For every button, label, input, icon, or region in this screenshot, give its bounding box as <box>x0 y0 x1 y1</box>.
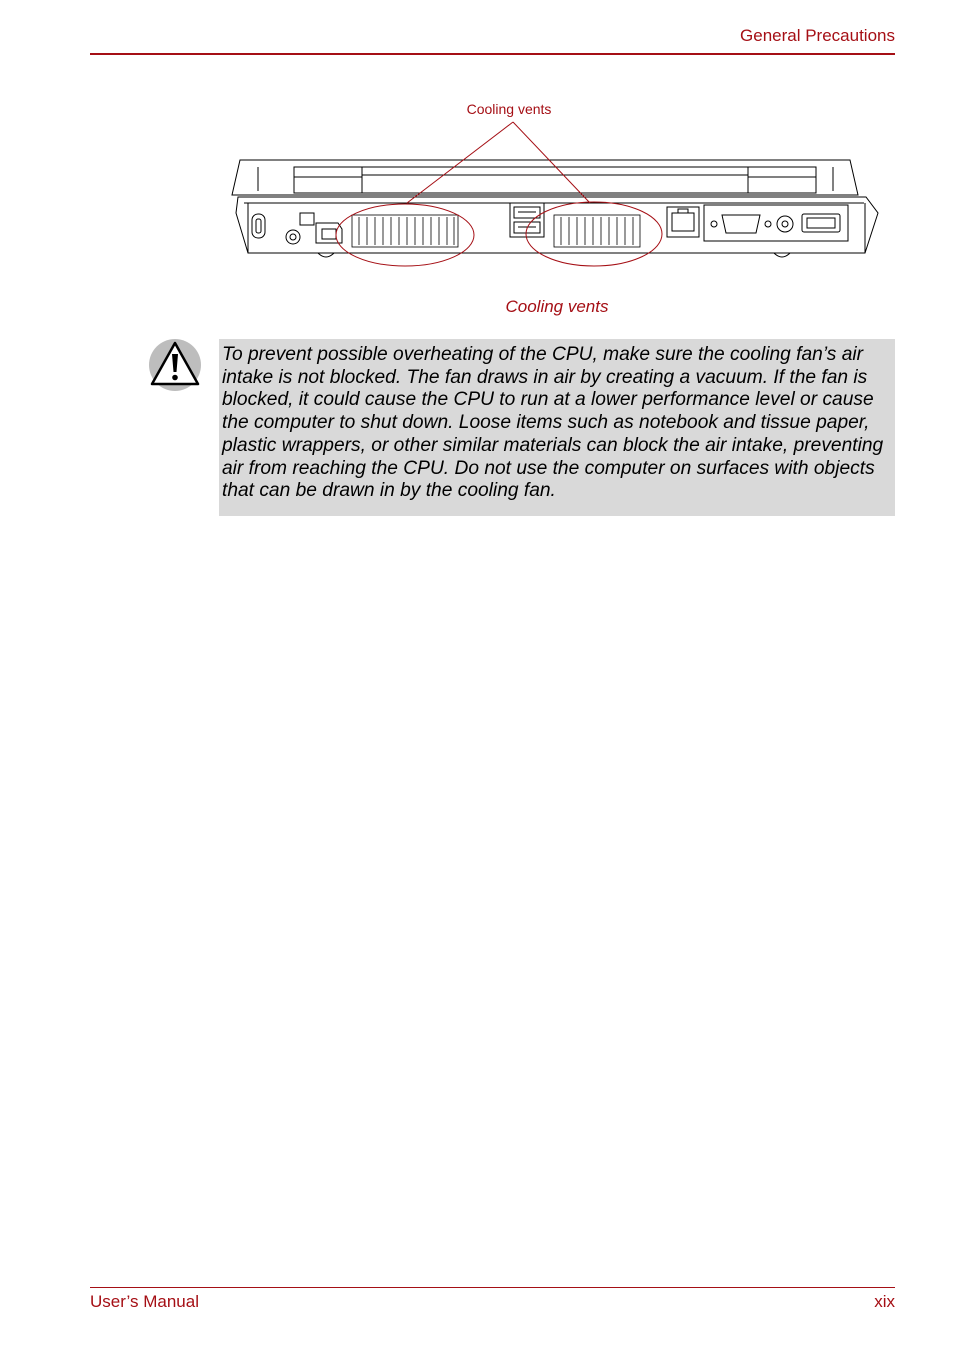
laptop-rear-figure <box>230 95 890 275</box>
footer-page-number: xix <box>874 1292 895 1311</box>
figure-callout-label: Cooling vents <box>466 101 552 117</box>
figure-caption: Cooling vents <box>505 297 609 316</box>
warning-triangle-icon <box>148 338 202 392</box>
caution-text: To prevent possible overheating of the CPU, make sure the cooling fan’s air intake is not blocked. The fan draws in air by creating a vacuum. If the fan is blocked, it could cause the CPU to run at a lower performance level or cause the computer to shut down. Loose items such as notebook and tissue paper, plastic wrappers, or other similar materials can block the air intake, preventing air from reaching the CPU. Do not use the computer on surfaces with objects that can be drawn in by the cooling fan. <box>222 344 884 502</box>
header-rule <box>90 53 895 55</box>
caution-note <box>219 339 895 516</box>
footer-manual-title: User’s Manual <box>90 1292 199 1311</box>
header-section-title: General Precautions <box>740 26 895 45</box>
laptop-rear-illustration <box>232 160 878 257</box>
footer-rule <box>90 1287 895 1288</box>
